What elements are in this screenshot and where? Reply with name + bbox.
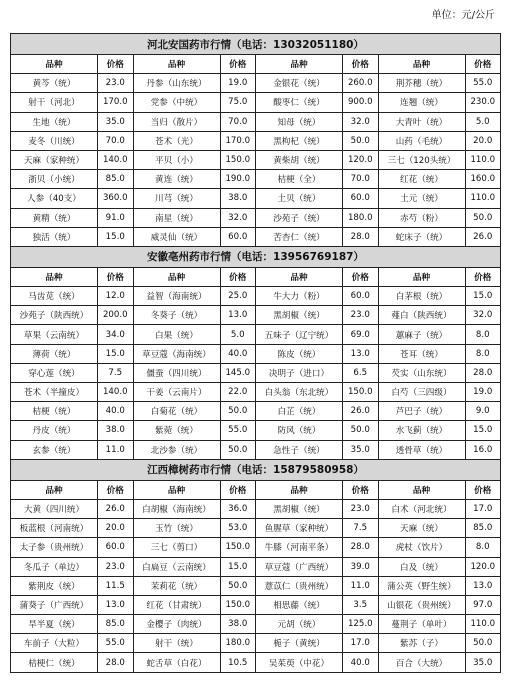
herb-name: 白果（统） [133,325,220,344]
table-row [11,189,501,208]
herb-price: 85.0 [98,170,134,189]
herb-name: 白芷（统） [256,402,343,421]
herb-price: 55.0 [465,74,501,93]
column-header-name: 品种 [256,480,343,499]
herb-price: 53.0 [220,519,256,538]
herb-name: 金樱子（肉统） [133,615,220,634]
herb-price: 15.0 [465,421,501,440]
herb-name: 大黄（四川统） [11,499,98,518]
herb-name: 决明子（进口） [256,363,343,382]
herb-price: 150.0 [343,383,379,402]
herb-price: 11.0 [343,576,379,595]
herb-price: 50.0 [343,131,379,150]
herb-name: 当归（散片） [133,112,220,131]
herb-name: 急性子（统） [256,440,343,459]
herb-name: 百合（大统） [378,653,465,672]
herb-name: 酸枣仁（统） [256,93,343,112]
herb-price: 19.0 [220,74,256,93]
herb-price: 11.0 [98,440,134,459]
table-row [11,538,501,557]
herb-price: 60.0 [220,227,256,246]
herb-name: 黄柴胡（统） [256,150,343,169]
herb-name: 白胡椒（海南统） [133,499,220,518]
herb-price: 140.0 [98,150,134,169]
herb-price: 91.0 [98,208,134,227]
column-header-price: 价格 [465,480,501,499]
table-row [11,325,501,344]
herb-name: 牛膝（河南平条） [256,538,343,557]
header-row [11,267,501,286]
herb-price: 8.0 [465,344,501,363]
table-row [11,634,501,653]
herb-price: 22.0 [220,383,256,402]
table-row [11,74,501,93]
herb-name: 天麻（统） [378,519,465,538]
herb-price: 25.0 [220,287,256,306]
table-row [11,383,501,402]
herb-price: 7.5 [343,519,379,538]
unit-label: 单位：元/公斤 [431,10,495,21]
herb-price: 70.0 [220,112,256,131]
herb-name: 玉竹（统） [133,519,220,538]
herb-price: 20.0 [465,131,501,150]
herb-name: 知母（统） [256,112,343,131]
herb-name: 蛇床子（统） [378,227,465,246]
section-title-row [11,246,501,267]
table-row [11,93,501,112]
herb-price: 16.0 [465,440,501,459]
herb-name: 桔梗仁（统） [11,653,98,672]
herb-price: 110.0 [465,615,501,634]
herb-name: 浙贝（小统） [11,170,98,189]
herb-price: 32.0 [343,112,379,131]
herb-name: 黄连（统） [133,170,220,189]
herb-price: 13.0 [220,306,256,325]
herb-name: 川芎（统） [133,189,220,208]
herb-price: 26.0 [343,402,379,421]
herb-name: 干姜（云南片） [133,383,220,402]
herb-name: 穿心莲（统） [11,363,98,382]
herb-price: 23.0 [343,499,379,518]
herb-name: 薏苡仁（贵州统） [256,576,343,595]
herb-price: 40.0 [220,344,256,363]
herb-price: 50.0 [343,421,379,440]
column-header-price: 价格 [465,267,501,286]
herb-price: 180.0 [220,634,256,653]
herb-price: 7.5 [98,363,134,382]
herb-name: 蕙麻子（统） [378,325,465,344]
herb-name: 北沙参（统） [133,440,220,459]
herb-price: 20.0 [98,519,134,538]
herb-price: 900.0 [343,93,379,112]
herb-name: 白扁豆（云南统） [133,557,220,576]
section-title-row [11,459,501,480]
herb-name: 黑枸杞（统） [256,131,343,150]
herb-name: 黄精（统） [11,208,98,227]
herb-price: 140.0 [98,383,134,402]
herb-price: 12.0 [98,287,134,306]
table-row [11,595,501,614]
section-title: 江西樟树药市行情（电话：15879580958） [11,459,501,480]
herb-name: 草豆蔻（海南统） [133,344,220,363]
herb-price: 17.0 [343,634,379,653]
herb-price: 34.0 [98,325,134,344]
herb-name: 水飞蓟（统） [378,421,465,440]
herb-price: 5.0 [220,325,256,344]
herb-name: 白及（统） [378,557,465,576]
herb-name: 大青叶（统） [378,112,465,131]
herb-name: 薤白（陕西统） [378,306,465,325]
herb-price: 28.0 [343,227,379,246]
herb-price: 230.0 [465,93,501,112]
herb-price: 85.0 [98,615,134,634]
herb-price: 8.0 [465,538,501,557]
herb-price: 11.5 [98,576,134,595]
table-row [11,112,501,131]
herb-price: 32.0 [465,306,501,325]
herb-price: 160.0 [465,170,501,189]
herb-name: 防风（统） [256,421,343,440]
herb-name: 透骨草（统） [378,440,465,459]
herb-name: 苍术（光） [133,131,220,150]
herb-price: 23.0 [98,557,134,576]
herb-price: 50.0 [220,576,256,595]
herb-name: 人参（40支） [11,189,98,208]
herb-name: 威灵仙（统） [133,227,220,246]
column-header-name: 品种 [11,267,98,286]
column-header-name: 品种 [378,480,465,499]
herb-price: 38.0 [98,421,134,440]
herb-name: 山药（毛统） [378,131,465,150]
herb-name: 生地（统） [11,112,98,131]
price-tables [10,33,500,673]
herb-name: 独活（统） [11,227,98,246]
herb-price: 170.0 [98,93,134,112]
table-row [11,208,501,227]
herb-name: 蒲公英（野生统） [378,576,465,595]
herb-price: 85.0 [465,519,501,538]
herb-name: 天麻（家种统） [11,150,98,169]
herb-price: 5.0 [465,112,501,131]
column-header-price: 价格 [220,480,256,499]
herb-price: 26.0 [98,499,134,518]
herb-name: 沙苑子（统） [256,208,343,227]
herb-name: 五味子（辽宁统） [256,325,343,344]
herb-price: 28.0 [465,363,501,382]
herb-name: 黑胡椒（统） [256,499,343,518]
column-header-price: 价格 [343,267,379,286]
herb-price: 70.0 [98,131,134,150]
herb-price: 170.0 [220,131,256,150]
herb-price: 60.0 [343,287,379,306]
column-header-name: 品种 [256,55,343,74]
herb-name: 苍术（半撞皮） [11,383,98,402]
table-row [11,402,501,421]
herb-price: 150.0 [220,150,256,169]
herb-name: 蔓荆子（单叶） [378,615,465,634]
herb-price: 28.0 [98,653,134,672]
table-row [11,499,501,518]
herb-name: 三七（剪口） [133,538,220,557]
herb-price: 110.0 [465,189,501,208]
herb-name: 紫荆皮（统） [11,576,98,595]
herb-name: 紫菀（统） [133,421,220,440]
header-row [11,55,501,74]
section-title-row [11,34,501,55]
herb-name: 吴茱萸（中花） [256,653,343,672]
herb-name: 牛大力（粉） [256,287,343,306]
herb-name: 元胡（统） [256,615,343,634]
column-header-price: 价格 [465,55,501,74]
herb-name: 马齿苋（统） [11,287,98,306]
section-title: 安徽亳州药市行情（电话：13956769187） [11,246,501,267]
herb-price: 69.0 [343,325,379,344]
column-header-price: 价格 [98,480,134,499]
herb-name: 土贝（统） [256,189,343,208]
table-row [11,363,501,382]
herb-price: 55.0 [98,634,134,653]
herb-price: 13.0 [98,595,134,614]
herb-name: 沙苑子（陕西统） [11,306,98,325]
herb-name: 薄荷（统） [11,344,98,363]
herb-name: 芡实（山东统） [378,363,465,382]
herb-name: 白头翁（东北统） [256,383,343,402]
table-row [11,306,501,325]
herb-price: 50.0 [220,402,256,421]
herb-price: 9.0 [465,402,501,421]
header-row [11,480,501,499]
herb-price: 260.0 [343,74,379,93]
herb-name: 益智（海南统） [133,287,220,306]
herb-name: 草豆蔻（广西统） [256,557,343,576]
herb-name: 白茅根（统） [378,287,465,306]
herb-price: 38.0 [220,615,256,634]
herb-price: 35.0 [98,112,134,131]
herb-name: 冬葵子（统） [133,306,220,325]
table-row [11,615,501,634]
herb-price: 75.0 [220,93,256,112]
herb-name: 射干（统） [133,634,220,653]
table-row [11,557,501,576]
herb-price: 50.0 [465,208,501,227]
herb-name: 丹参（山东统） [133,74,220,93]
herb-name: 车前子（大粒） [11,634,98,653]
herb-price: 40.0 [98,402,134,421]
column-header-price: 价格 [343,55,379,74]
herb-name: 苍耳（统） [378,344,465,363]
herb-name: 蛇舌草（白花） [133,653,220,672]
table-row [11,576,501,595]
herb-price: 180.0 [343,208,379,227]
herb-name: 党参（中统） [133,93,220,112]
table-row [11,440,501,459]
herb-name: 射干（河北） [11,93,98,112]
herb-price: 17.0 [465,499,501,518]
herb-name: 苦杏仁（统） [256,227,343,246]
herb-name: 蒲葵子（广西统） [11,595,98,614]
herb-price: 39.0 [343,557,379,576]
herb-name: 僵蚕（四川统） [133,363,220,382]
herb-price: 13.0 [343,344,379,363]
herb-name: 虎杖（饮片） [378,538,465,557]
herb-name: 山银花（贵州统） [378,595,465,614]
herb-price: 50.0 [220,440,256,459]
herb-price: 150.0 [220,595,256,614]
table-row [11,170,501,189]
herb-name: 白芍（三四级） [378,383,465,402]
herb-name: 桔梗（全） [256,170,343,189]
table-row [11,287,501,306]
herb-name: 茉莉花（统） [133,576,220,595]
herb-price: 35.0 [343,440,379,459]
table-row [11,421,501,440]
table-row [11,519,501,538]
herb-price: 38.0 [220,189,256,208]
herb-name: 太子参（贵州统） [11,538,98,557]
column-header-name: 品种 [256,267,343,286]
herb-price: 3.5 [343,595,379,614]
herb-name: 冬瓜子（单边） [11,557,98,576]
herb-name: 白菊花（统） [133,402,220,421]
herb-price: 360.0 [98,189,134,208]
table-row [11,131,501,150]
herb-price: 23.0 [343,306,379,325]
herb-name: 连翘（统） [378,93,465,112]
herb-price: 35.0 [465,653,501,672]
herb-price: 60.0 [98,538,134,557]
herb-price: 8.0 [465,325,501,344]
column-header-name: 品种 [378,55,465,74]
table-row [11,653,501,672]
herb-name: 金银花（统） [256,74,343,93]
herb-name: 南星（统） [133,208,220,227]
column-header-name: 品种 [133,480,220,499]
column-header-name: 品种 [133,267,220,286]
column-header-name: 品种 [378,267,465,286]
herb-name: 红花（甘肃统） [133,595,220,614]
column-header-name: 品种 [11,55,98,74]
herb-name: 麦冬（川统） [11,131,98,150]
herb-price: 15.0 [98,227,134,246]
market-price-table [10,33,501,673]
herb-price: 200.0 [98,306,134,325]
herb-price: 19.0 [465,383,501,402]
herb-name: 草果（云南统） [11,325,98,344]
herb-name: 白术（河北统） [378,499,465,518]
herb-price: 190.0 [220,170,256,189]
herb-price: 60.0 [343,189,379,208]
table-row [11,150,501,169]
herb-name: 黄芩（统） [11,74,98,93]
herb-price: 36.0 [220,499,256,518]
herb-price: 145.0 [220,363,256,382]
herb-name: 三七（120头统） [378,150,465,169]
herb-name: 鱼腥草（家种统） [256,519,343,538]
herb-name: 玄参（统） [11,440,98,459]
herb-price: 125.0 [343,615,379,634]
herb-name: 旱半夏（统） [11,615,98,634]
herb-price: 110.0 [465,150,501,169]
column-header-name: 品种 [133,55,220,74]
herb-name: 陈皮（统） [256,344,343,363]
herb-price: 13.0 [465,576,501,595]
herb-name: 红花（统） [378,170,465,189]
table-row [11,227,501,246]
herb-price: 28.0 [343,538,379,557]
herb-price: 120.0 [465,557,501,576]
herb-price: 97.0 [465,595,501,614]
column-header-price: 价格 [220,267,256,286]
herb-name: 芦巴子（统） [378,402,465,421]
column-header-price: 价格 [220,55,256,74]
herb-price: 15.0 [465,287,501,306]
herb-price: 50.0 [465,634,501,653]
herb-name: 丹皮（统） [11,421,98,440]
column-header-price: 价格 [343,480,379,499]
herb-price: 15.0 [220,557,256,576]
herb-price: 6.5 [343,363,379,382]
herb-price: 120.0 [343,150,379,169]
herb-name: 荆芥穗（统） [378,74,465,93]
column-header-price: 价格 [98,55,134,74]
section-title: 河北安国药市行情（电话：13032051180） [11,34,501,55]
table-row [11,344,501,363]
column-header-name: 品种 [11,480,98,499]
herb-price: 26.0 [465,227,501,246]
herb-price: 23.0 [98,74,134,93]
herb-price: 55.0 [220,421,256,440]
herb-price: 40.0 [343,653,379,672]
herb-name: 土元（统） [378,189,465,208]
herb-name: 板蓝根（河南统） [11,519,98,538]
herb-price: 32.0 [220,208,256,227]
herb-name: 桔梗（统） [11,402,98,421]
herb-price: 15.0 [98,344,134,363]
column-header-price: 价格 [98,267,134,286]
herb-name: 黑胡椒（统） [256,306,343,325]
herb-price: 150.0 [220,538,256,557]
herb-name: 栀子（黄统） [256,634,343,653]
herb-name: 赤芍（粉） [378,208,465,227]
herb-name: 相思藤（统） [256,595,343,614]
herb-name: 紫苏（子） [378,634,465,653]
herb-name: 平贝（小） [133,150,220,169]
herb-price: 10.5 [220,653,256,672]
herb-price: 70.0 [343,170,379,189]
